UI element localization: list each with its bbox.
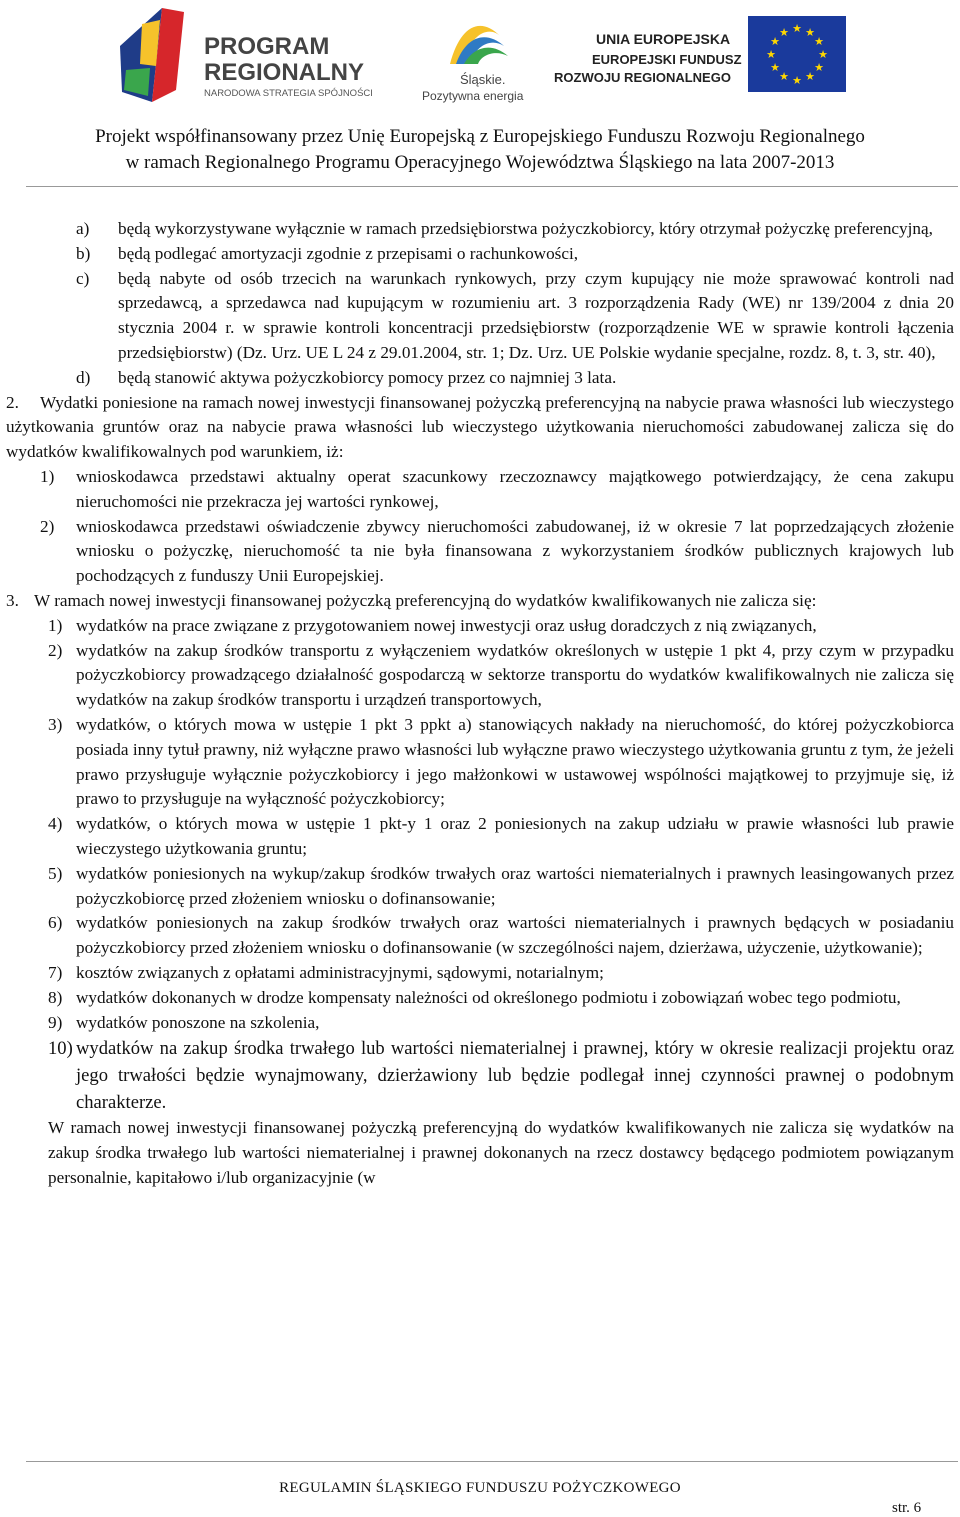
list-item bbox=[0, 465, 960, 515]
item-marker: 1) bbox=[40, 466, 55, 486]
svg-text:★: ★ bbox=[779, 70, 789, 83]
header-line1: Projekt współfinansowany przez Unię Europejską z Europejskiego Funduszu Rozwoju Regionalnego bbox=[95, 126, 865, 147]
item-text: kosztów związanych z opłatami administracyjnymi, sądowymi, notarialnym; bbox=[76, 962, 604, 982]
header-logos bbox=[0, 0, 960, 122]
item-text: będą nabyte od osób trzecich na warunkach rynkowych, przy czym kupujący nie może sprawować kontroli nad sprzedawcą, a sprzedawca nad kupującym w rozumieniu art. 3 rozporządzenia Rady (WE) nr 139/2004 z dnia 20 stycznia 2004 r. w sprawie kontroli koncentracji przedsiębiorstw (rozporządzenie WE w sprawie kontroli łączenia przedsiębiorstw) (Dz. Urz. UE L 24 z 29.01.2004, str. 1; Dz. Urz. UE Polskie wydanie specjalne, rozdz. 8, t. 3, str. 40), bbox=[118, 268, 954, 362]
header-divider bbox=[26, 186, 958, 187]
section-point-2 bbox=[0, 391, 960, 465]
unia-europejska-logo bbox=[552, 14, 852, 106]
item-marker: 8) bbox=[48, 987, 63, 1007]
item-marker: b) bbox=[76, 243, 91, 263]
document-body bbox=[0, 217, 960, 1191]
closing-paragraph: W ramach nowej inwestycji finansowanej pożyczką preferencyjną do wydatków kwalifikowanych nie zalicza się wydatków na zakup środka trwałego lub wartości niematerialnej i prawnej dokonanych na rzecz dostawcy będącego podmiotem powiązanym personalnie, kapitałowo i/lub organizacyjnie (w bbox=[48, 1118, 954, 1187]
footer-title: REGULAMIN ŚLĄSKIEGO FUNDUSZU POŻYCZKOWEGO bbox=[279, 1480, 681, 1496]
item-marker: 10) bbox=[48, 1038, 73, 1060]
logo-ue-line3: ROZWOJU REGIONALNEGO bbox=[554, 70, 731, 85]
svg-text:★: ★ bbox=[814, 61, 824, 74]
item-text: wydatków poniesionych na wykup/zakup środków trwałych oraz wartości niematerialnych i prawnych leasingowanych przez pożyczkobiorcę przed złożeniem wniosku o dofinansowanie; bbox=[76, 863, 954, 908]
list-item bbox=[0, 862, 960, 912]
item-text: będą wykorzystywane wyłącznie w ramach przedsiębiorstwa pożyczkobiorcy, który otrzymał pożyczkę preferencyjną, bbox=[118, 219, 933, 238]
svg-text:★: ★ bbox=[792, 22, 802, 35]
point-marker: 3. bbox=[6, 590, 19, 610]
svg-text:★: ★ bbox=[779, 26, 789, 39]
item-text: wydatków na zakup środka trwałego lub wartości niematerialnej i prawnej, który w okresie realizacji projektu oraz jego trwałości będzie wynajmowany, dzierżawiony lub będzie podlegał innej czynności prawnej o podobnym charakterze. bbox=[76, 1038, 954, 1114]
point-text: Wydatki poniesione na ramach nowej inwestycji finansowanej pożyczką preferencyjną na nabycie prawa własności lub wieczystego użytkowania gruntów oraz na nabycie prawa własności lub wieczystego użytkowania nieruchomości zabudowanej zalicza się do wydatków kwalifikowalnych pod warunkiem, iż: bbox=[6, 392, 954, 462]
list-item bbox=[0, 986, 960, 1011]
list-item bbox=[0, 242, 960, 267]
header-line2: w ramach Regionalnego Programu Operacyjnego Województwa Śląskiego na lata 2007-2013 bbox=[125, 152, 835, 173]
item-text: będą stanowić aktywa pożyczkobiorcy pomocy przez co najmniej 3 lata. bbox=[118, 367, 617, 387]
item-text: wydatków, o których mowa w ustępie 1 pkt 3 ppkt a) stanowiących nakłady na nieruchomość, do której pożyczkobiorca posiada inny tytuł prawny, niż wyłączne prawo własności lub wyłączne prawo wieczystego użytkowania gruntu z tym, że jeżeli prawo przysługuje wyłącznie pożyczkobiorcy i jego małżonkowi w ustawowej wspólności majątkowej to przyjmuje się, iż prawo to przysługuje na wyłączność pożyczkobiorcy; bbox=[76, 714, 954, 809]
logo-program-line2: REGIONALNY bbox=[204, 59, 365, 86]
page-number: str. 6 bbox=[892, 1500, 922, 1516]
list-item bbox=[0, 515, 960, 589]
item-marker: d) bbox=[76, 367, 91, 387]
logo-slaskie-line2: Pozytywna energia bbox=[422, 89, 524, 103]
list-item bbox=[0, 1035, 960, 1116]
logo-slaskie-line1: Śląskie. bbox=[460, 72, 506, 87]
item-text: wnioskodawca przedstawi oświadczenie zbywcy nieruchomości zabudowanej, iż w okresie 7 lat poprzedzających złożenie wniosku o pożyczkę, nieruchomość ta nie była finansowana z wykorzystaniem środków publicznych krajowych lub pochodzących z funduszy Unii Europejskiej. bbox=[76, 516, 954, 586]
header-cofinancing-text bbox=[0, 124, 960, 176]
logo-ue-line1: UNIA EUROPEJSKA bbox=[596, 31, 731, 47]
item-marker: 5) bbox=[48, 863, 63, 883]
list-item bbox=[0, 267, 960, 366]
item-marker: c) bbox=[76, 268, 90, 288]
list-item bbox=[0, 614, 960, 639]
item-text: wnioskodawca przedstawi aktualny operat szacunkowy rzeczoznawcy majątkowego potwierdzający, że cena zakupu nieruchomości nie przekracza jej wartości rynkowej, bbox=[76, 466, 954, 511]
svg-text:★: ★ bbox=[814, 35, 824, 48]
svg-text:★: ★ bbox=[805, 26, 815, 39]
program-regionalny-logo bbox=[112, 6, 412, 110]
svg-text:★: ★ bbox=[770, 35, 780, 48]
logo-program-line1: PROGRAM bbox=[204, 33, 330, 60]
item-marker: 9) bbox=[48, 1012, 63, 1032]
svg-text:★: ★ bbox=[792, 74, 802, 87]
point-marker: 2. bbox=[6, 392, 19, 412]
item-text: wydatków, o których mowa w ustępie 1 pkt-y 1 oraz 2 poniesionych na zakup udziału w prawie własności lub prawie wieczystego użytkowania gruntu; bbox=[76, 814, 954, 858]
item-text: wydatków dokonanych w drodze kompensaty należności od określonego podmiotu i zobowiązań wobec tego podmiotu, bbox=[76, 987, 901, 1007]
svg-text:★: ★ bbox=[818, 48, 828, 61]
slaskie-logo bbox=[420, 6, 540, 110]
section-point-3 bbox=[0, 589, 960, 614]
list-item bbox=[0, 911, 960, 961]
logo-program-line3: NARODOWA STRATEGIA SPÓJNOŚCI bbox=[204, 88, 373, 99]
item-text: wydatków na zakup środków transportu z wyłączeniem wydatków określonych w ustępie 1 pkt 4, przy czym w przypadku pożyczkobiorcy prowadzącego działalność gospodarczą w sektorze transportu do wydatków kwalifikowalnych nie zalicza się wydatków na zakup środków transportu i urządzeń transportowych, bbox=[76, 640, 954, 710]
svg-text:★: ★ bbox=[770, 61, 780, 74]
list-item bbox=[0, 812, 960, 862]
item-marker: 7) bbox=[48, 962, 63, 982]
svg-text:★: ★ bbox=[805, 70, 815, 83]
item-marker: 4) bbox=[48, 814, 63, 834]
logo-ue-line2: EUROPEJSKI FUNDUSZ bbox=[592, 52, 742, 67]
item-marker: 3) bbox=[48, 714, 63, 734]
item-text: będą podlegać amortyzacji zgodnie z przepisami o rachunkowości, bbox=[118, 243, 579, 263]
item-text: wydatków poniesionych na zakup środków trwałych oraz wartości niematerialnych i prawnych będących w posiadaniu pożyczkobiorcy przed złożeniem wniosku o dofinansowanie (w szczególności najem, dzierżawa, użyczenie, użytkowanie); bbox=[76, 913, 954, 958]
item-marker: 1) bbox=[48, 615, 63, 635]
point-text: W ramach nowej inwestycji finansowanej pożyczką preferencyjną do wydatków kwalifikowanych nie zalicza się: bbox=[34, 590, 817, 610]
list-item bbox=[0, 713, 960, 812]
item-text: wydatków na prace związane z przygotowaniem nowej inwestycji oraz usług doradczych z nią związanych, bbox=[76, 615, 817, 635]
list-item bbox=[0, 366, 960, 391]
list-item bbox=[0, 639, 960, 713]
footer-divider bbox=[26, 1461, 958, 1462]
item-marker: 2) bbox=[40, 516, 55, 536]
item-marker: 2) bbox=[48, 640, 63, 660]
svg-text:★: ★ bbox=[766, 48, 776, 61]
item-marker: a) bbox=[76, 219, 90, 238]
list-item bbox=[0, 1011, 960, 1036]
list-item bbox=[0, 217, 960, 242]
list-item bbox=[0, 961, 960, 986]
item-text: wydatków ponoszone na szkolenia, bbox=[76, 1012, 320, 1032]
item-marker: 6) bbox=[48, 913, 63, 933]
